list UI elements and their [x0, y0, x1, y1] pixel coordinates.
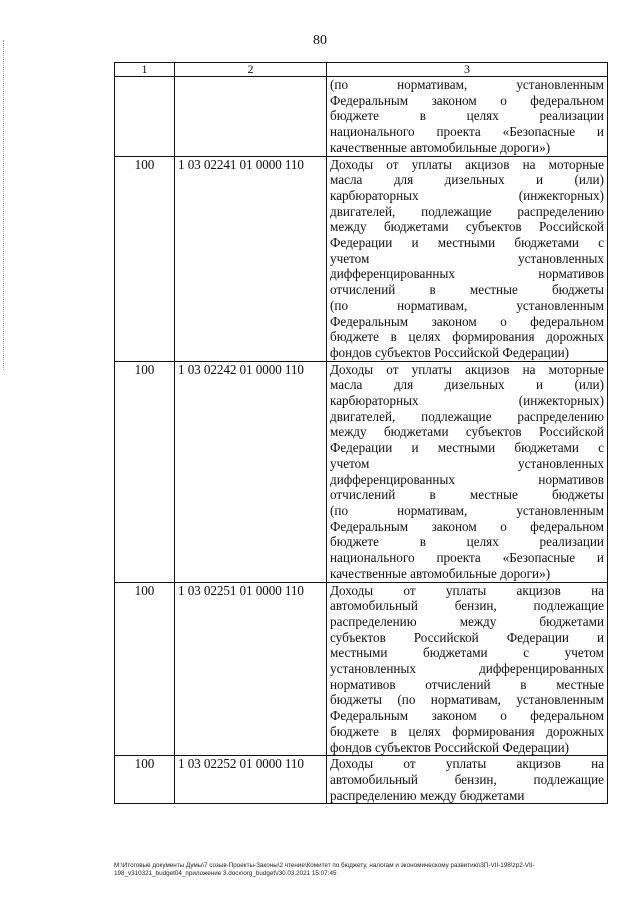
description-line: Доходы от уплаты акцизов на моторные [330, 156, 604, 172]
table-row [115, 582, 608, 756]
header-col-2: 2 [175, 63, 327, 77]
description-line: Федеральным законом о федеральном [330, 518, 604, 534]
revenue-description-cell [327, 361, 608, 582]
description-line: распределению между бюджетами [330, 787, 525, 803]
description-line: между бюджетами субъектов Российской [330, 424, 604, 440]
description-line: Доходы от уплаты акцизов на [330, 582, 604, 598]
description-line: фондов субъектов Российской Федерации) [330, 739, 570, 755]
description-line: национального проекта «Безопасные и [330, 550, 604, 566]
description-line: автомобильный бензин, подлежащие [330, 771, 604, 787]
description-line: двигателей, подлежащие распределению [330, 408, 604, 424]
revenue-description-cell [327, 156, 608, 361]
description-line: (по нормативам, установленным [330, 77, 604, 92]
description-line: масла для дизельных и (или) [330, 172, 604, 188]
page-number: 80 [313, 33, 327, 48]
description-line: между бюджетами субъектов Российской [330, 219, 604, 235]
description-line: распределению между бюджетами [330, 613, 604, 629]
description-line: двигателей, подлежащие распределению [330, 203, 604, 219]
table-row [115, 361, 608, 582]
description-line: отчислений в местные бюджеты [330, 282, 604, 298]
budget-classification-code-cell: 1 03 02241 01 0000 110 [175, 156, 327, 361]
revenue-table [114, 62, 608, 804]
admin-code-cell [115, 77, 175, 157]
description-line: Федерации и местными бюджетами с [330, 440, 604, 456]
description-line: бюджете в целях формирования дорожных [330, 723, 604, 739]
description-line: отчислений в местные бюджеты [330, 487, 604, 503]
description-line: бюджете в целях реализации [330, 108, 604, 124]
revenue-description-cell [327, 582, 608, 756]
description-line: учетом установленных [330, 250, 604, 266]
header-col-3: 3 [327, 63, 608, 77]
admin-code-cell: 100 [115, 156, 175, 361]
description-line: бюджете в целях реализации [330, 534, 604, 550]
admin-code-cell: 100 [115, 756, 175, 804]
description-line: Доходы от уплаты акцизов на [330, 756, 604, 772]
admin-code-cell: 100 [115, 582, 175, 756]
revenue-description-cell [327, 756, 608, 804]
budget-classification-code-cell [175, 77, 327, 157]
description-line: (по нормативам, установленным [330, 502, 604, 518]
description-line: дифференцированных нормативов [330, 266, 604, 282]
description-line: Федеральным законом о федеральном [330, 313, 604, 329]
budget-classification-code-cell: 1 03 02242 01 0000 110 [175, 361, 327, 582]
footer-line: M:\Итоговые документы Думы\7 созыв-Проекты-Законы\2 чтение\Комитет по бюджету, налогам и экономическому развитию\ЗП-VII-198\zp2-VII- [114, 862, 535, 869]
description-line: нормативов отчислений в местные [330, 676, 604, 692]
budget-classification-code-cell: 1 03 02252 01 0000 110 [175, 756, 327, 804]
description-line: Федерации и местными бюджетами с [330, 235, 604, 251]
description-line: качественные автомобильные дороги») [330, 139, 551, 155]
description-line: масла для дизельных и (или) [330, 377, 604, 393]
description-line: качественные автомобильные дороги») [330, 565, 551, 581]
description-line: установленных дифференцированных [330, 661, 604, 677]
description-line: учетом установленных [330, 455, 604, 471]
description-line: карбюраторных (инжекторных) [330, 393, 604, 409]
scan-margin-line [3, 40, 5, 370]
description-line: местными бюджетами с учетом [330, 645, 604, 661]
description-line: Доходы от уплаты акцизов на моторные [330, 361, 604, 377]
description-line: фондов субъектов Российской Федерации) [330, 344, 570, 360]
description-line: (по нормативам, установленным [330, 297, 604, 313]
description-line: Федеральным законом о федеральном [330, 708, 604, 724]
document-footer [114, 862, 614, 878]
description-line: карбюраторных (инжекторных) [330, 187, 604, 203]
description-line: национального проекта «Безопасные и [330, 124, 604, 140]
description-line: дифференцированных нормативов [330, 471, 604, 487]
description-line: Федеральным законом о федеральном [330, 92, 604, 108]
table-header-row [115, 63, 608, 77]
table-row [115, 156, 608, 361]
revenue-description-cell [327, 77, 608, 157]
description-line: бюджете в целях формирования дорожных [330, 329, 604, 345]
description-line: бюджеты (по нормативам, установленным [330, 692, 604, 708]
budget-classification-code-cell: 1 03 02251 01 0000 110 [175, 582, 327, 756]
footer-line: 198_v310321_budget04_приложение 3.docx\org_budget\/30.03.2021 15:07:45 [114, 870, 337, 877]
description-line: автомобильный бензин, подлежащие [330, 598, 604, 614]
description-line: субъектов Российской Федерации и [330, 629, 604, 645]
header-col-1: 1 [115, 63, 175, 77]
table-row [115, 77, 608, 157]
table-row [115, 756, 608, 804]
admin-code-cell: 100 [115, 361, 175, 582]
